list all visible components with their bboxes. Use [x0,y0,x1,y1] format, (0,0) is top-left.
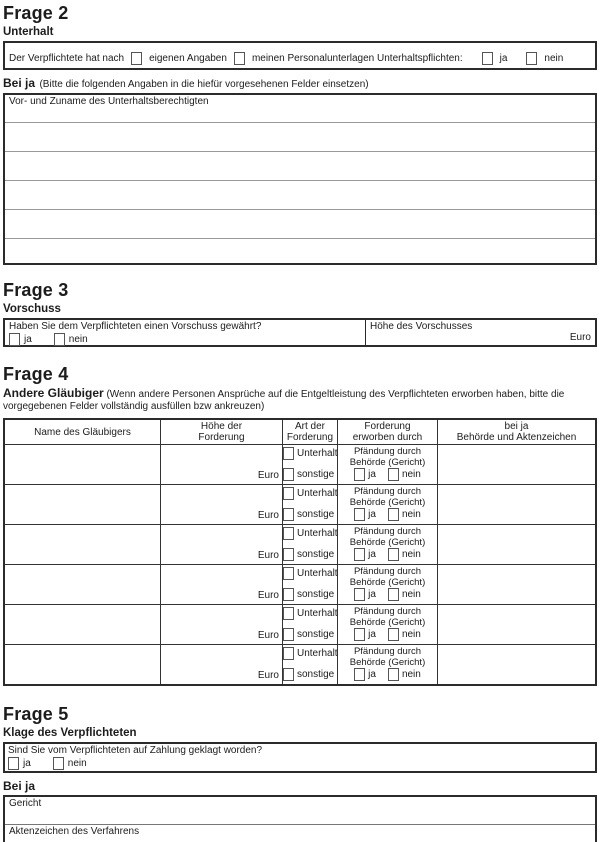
row-nein-checkbox[interactable] [388,468,399,481]
glaeubiger-table-header [5,420,595,444]
unterhalt-name-field[interactable] [5,151,595,180]
sonstige-checkbox[interactable] [283,468,294,481]
unterhalt-checkbox[interactable] [283,527,294,540]
row-ja-checkbox[interactable] [354,628,365,641]
frage2-personalunterlagen-checkbox[interactable] [234,52,245,65]
row-ja-label: ja [368,549,376,560]
unterhalt-label: Unterhalt [297,527,338,539]
table-row [5,444,595,484]
table-row [5,644,595,684]
frage2-beija-line [3,76,597,92]
sonstige-label: sonstige [297,548,335,560]
frage4-intro [3,387,597,413]
frage3-title: Frage 3 [3,280,69,300]
frage2-beija-label: Bei ja [3,76,36,90]
sonstige-label: sonstige [297,668,335,680]
row-nein-checkbox[interactable] [388,508,399,521]
aktenzeichen-field[interactable] [5,824,595,842]
frage2-eigene-angaben-checkbox[interactable] [131,52,142,65]
frage2-subtitle: Unterhalt [3,26,54,38]
pfaendung-line1: Pfändung durch [353,446,422,457]
row-ja-checkbox[interactable] [354,668,365,681]
row-nein-checkbox[interactable] [388,548,399,561]
forderung-hoehe-cell[interactable] [160,485,282,524]
frage5-nein-checkbox[interactable] [53,757,64,770]
pfaendung-line2: Behörde (Gericht) [349,536,426,548]
frage2-unterhalt-grid [3,93,597,265]
row-ja-checkbox[interactable] [354,468,365,481]
forderung-art-cell [282,645,337,684]
row-nein-label: nein [401,549,421,560]
unterhalt-checkbox[interactable] [283,647,294,660]
col-header-behoerde: bei ja Behörde und Aktenzeichen [437,420,595,444]
frage3-ja-checkbox[interactable] [9,333,20,346]
unterhalt-checkbox[interactable] [283,567,294,580]
table-row [5,524,595,564]
frage4-subtitle: Andere Gläubiger [3,386,104,400]
forderung-art-cell [282,605,337,644]
row-ja-label: ja [368,469,376,480]
row-nein-checkbox[interactable] [388,588,399,601]
row-ja-checkbox[interactable] [354,508,365,521]
unterhalt-checkbox[interactable] [283,487,294,500]
unterhalt-name-field[interactable] [5,122,595,151]
table-row [5,564,595,604]
row-nein-label: nein [401,629,421,640]
frage5-ja-checkbox[interactable] [8,757,19,770]
frage3-subtitle: Vorschuss [3,303,61,315]
gericht-field[interactable] [5,797,595,824]
row-currency-label: Euro [257,510,279,521]
forderung-art-cell [282,485,337,524]
unterhalt-label: Unterhalt [297,487,338,499]
pfaendung-line1: Pfändung durch [353,646,422,657]
glaeubiger-table-body [5,444,595,684]
behoerde-aktenzeichen-cell[interactable] [437,525,595,564]
frage3-question: Haben Sie dem Verpflichteten einen Vorschuss gewährt? [9,321,262,332]
pfaendung-line1: Pfändung durch [353,566,422,577]
forderung-art-cell [282,525,337,564]
forderung-hoehe-cell[interactable] [160,605,282,644]
glaeubiger-name-cell[interactable] [5,645,160,684]
unterhalt-label: Unterhalt [297,447,338,459]
pfaendung-line2: Behörde (Gericht) [349,656,426,668]
forderung-art-cell [282,445,337,484]
frage3-question-cell [5,320,365,345]
row-currency-label: Euro [257,630,279,641]
unterhalt-name-field[interactable] [5,209,595,238]
frage3-currency-label: Euro [569,332,591,343]
row-nein-label: nein [401,509,421,520]
glaeubiger-name-cell[interactable] [5,485,160,524]
forderung-erworben-cell [337,525,437,564]
frage3-box [3,318,597,347]
unterhalt-name-field-label: Vor- und Zuname des Unterhaltsberechtigten [9,96,209,107]
row-ja-checkbox[interactable] [354,548,365,561]
forderung-erworben-cell [337,445,437,484]
row-nein-checkbox[interactable] [388,628,399,641]
behoerde-aktenzeichen-cell[interactable] [437,485,595,524]
sonstige-checkbox[interactable] [283,508,294,521]
col-header-art: Art der Forderung [282,420,337,444]
unterhalt-checkbox[interactable] [283,447,294,460]
frage2-statement-box [3,41,597,70]
frage2-eigene-angaben-label: eigenen Angaben [149,53,227,64]
frage2-title: Frage 2 [3,3,69,23]
forderung-erworben-cell [337,645,437,684]
behoerde-aktenzeichen-cell[interactable] [437,445,595,484]
row-nein-label: nein [401,669,421,680]
glaeubiger-table [3,418,597,686]
forderung-hoehe-cell[interactable] [160,645,282,684]
frage2-ja-checkbox[interactable] [482,52,493,65]
sonstige-checkbox[interactable] [283,628,294,641]
frage5-ja-label: ja [23,758,31,769]
forderung-art-cell [282,565,337,604]
unterhalt-label: Unterhalt [297,647,338,659]
frage4-title: Frage 4 [3,364,69,384]
frage5-beija-line [3,779,597,793]
forderung-hoehe-cell[interactable] [160,565,282,604]
pfaendung-line1: Pfändung durch [353,606,422,617]
row-ja-label: ja [368,629,376,640]
unterhalt-name-field[interactable] [5,95,595,122]
aktenzeichen-field-label: Aktenzeichen des Verfahrens [9,826,140,837]
sonstige-label: sonstige [297,588,335,600]
frage5-beija-label: Bei ja [3,779,36,793]
frage3-amount-field[interactable] [365,320,595,345]
behoerde-aktenzeichen-cell[interactable] [437,565,595,604]
glaeubiger-name-cell[interactable] [5,605,160,644]
unterhalt-name-field[interactable] [5,238,595,267]
row-ja-label: ja [368,669,376,680]
col-header-hoehe: Höhe der Forderung [160,420,282,444]
pfaendung-line2: Behörde (Gericht) [349,576,426,588]
frage4-note: (Wenn andere Personen Ansprüche auf die Entgeltleistung des Verpflichteten erworben haben, bitte die vorgegebenen Felder vollständig ausfüllen bzw ankreuzen) [3,389,565,412]
behoerde-aktenzeichen-cell[interactable] [437,605,595,644]
frage5-question-box [3,742,597,773]
frage2-nein-label: nein [544,53,564,64]
forderung-hoehe-cell[interactable] [160,525,282,564]
pfaendung-line1: Pfändung durch [353,486,422,497]
frage3-nein-label: nein [68,334,88,345]
pfaendung-line2: Behörde (Gericht) [349,616,426,628]
behoerde-aktenzeichen-cell[interactable] [437,645,595,684]
glaeubiger-name-cell[interactable] [5,445,160,484]
frage2-beija-note: (Bitte die folgenden Angaben in die hiefür vorgesehenen Felder einsetzen) [39,79,369,90]
frage5-question: Sind Sie vom Verpflichteten auf Zahlung geklagt worden? [8,745,263,756]
sonstige-checkbox[interactable] [283,548,294,561]
gericht-field-label: Gericht [9,798,42,809]
frage5-subtitle: Klage des Verpflichteten [3,727,137,739]
unterhalt-name-field[interactable] [5,180,595,209]
frage2-ja-label: ja [499,53,508,64]
frage5-beija-box [3,795,597,842]
sonstige-label: sonstige [297,628,335,640]
frage5-nein-label: nein [67,758,87,769]
glaeubiger-name-cell[interactable] [5,525,160,564]
sonstige-checkbox[interactable] [283,668,294,681]
frage2-nein-checkbox[interactable] [526,52,537,65]
forderung-hoehe-cell[interactable] [160,445,282,484]
frage3-nein-checkbox[interactable] [54,333,65,346]
frage5-title: Frage 5 [3,704,69,724]
pfaendung-line1: Pfändung durch [353,526,422,537]
forderung-erworben-cell [337,485,437,524]
frage2-personalunterlagen-label: meinen Personalunterlagen Unterhaltspflichten: [251,53,463,64]
row-currency-label: Euro [257,550,279,561]
col-header-name: Name des Gläubigers [34,426,131,438]
table-row [5,484,595,524]
unterhalt-label: Unterhalt [297,567,338,579]
unterhalt-label: Unterhalt [297,607,338,619]
row-currency-label: Euro [257,670,279,681]
row-nein-label: nein [401,589,421,600]
unterhalt-checkbox[interactable] [283,607,294,620]
frage3-ja-label: ja [24,334,32,345]
row-nein-label: nein [401,469,421,480]
row-ja-checkbox[interactable] [354,588,365,601]
row-currency-label: Euro [257,470,279,481]
row-ja-label: ja [368,509,376,520]
sonstige-checkbox[interactable] [283,588,294,601]
table-row [5,604,595,644]
sonstige-label: sonstige [297,468,335,480]
forderung-erworben-cell [337,605,437,644]
frage2-statement-lead: Der Verpflichtete hat nach [9,53,125,64]
col-header-erworben: Forderung erworben durch [337,420,437,444]
row-ja-label: ja [368,589,376,600]
pfaendung-line2: Behörde (Gericht) [349,456,426,468]
forderung-erworben-cell [337,565,437,604]
pfaendung-line2: Behörde (Gericht) [349,496,426,508]
row-nein-checkbox[interactable] [388,668,399,681]
row-currency-label: Euro [257,590,279,601]
frage3-amount-label: Höhe des Vorschusses [370,321,473,332]
sonstige-label: sonstige [297,508,335,520]
glaeubiger-name-cell[interactable] [5,565,160,604]
